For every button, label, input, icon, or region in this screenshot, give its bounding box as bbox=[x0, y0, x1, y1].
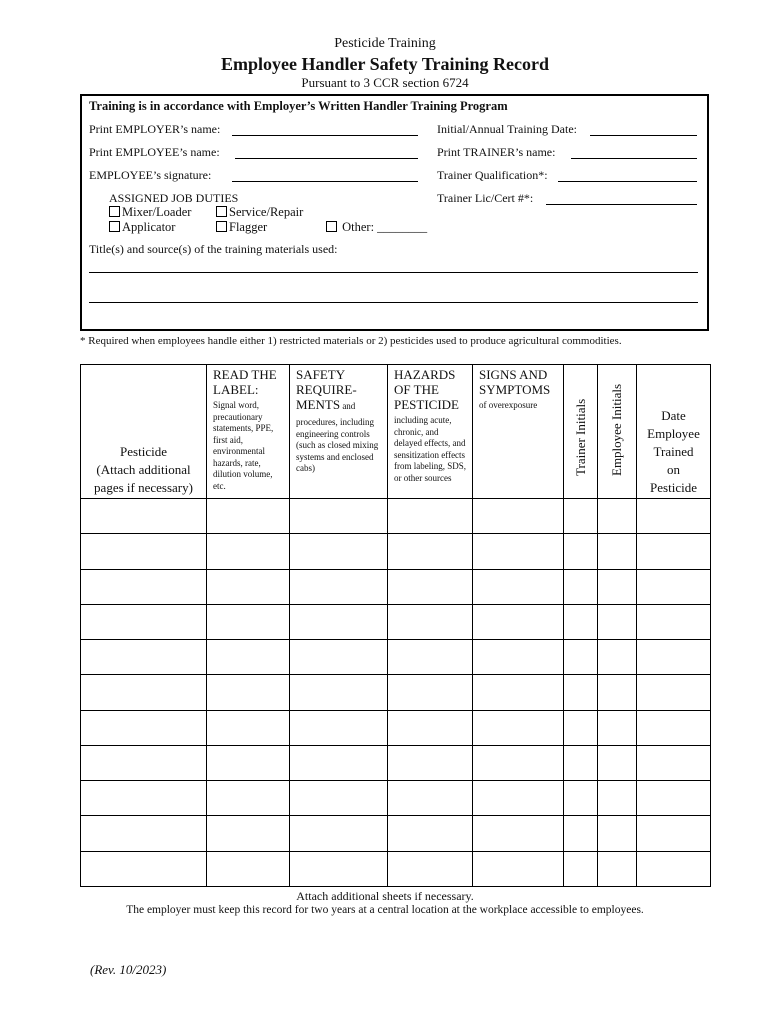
pesticide-cell[interactable] bbox=[81, 534, 207, 569]
hazards-cell[interactable] bbox=[388, 640, 473, 675]
trainer-initials-cell[interactable] bbox=[564, 851, 598, 886]
safety-cell[interactable] bbox=[290, 675, 388, 710]
table-row bbox=[81, 851, 711, 886]
duty-other[interactable]: Other: ________ bbox=[326, 220, 427, 235]
program-heading: Training is in accordance with Employer’s Written Handler Training Program bbox=[89, 99, 508, 113]
employee-initials-cell[interactable] bbox=[598, 851, 637, 886]
employee-initials-cell[interactable] bbox=[598, 569, 637, 604]
pesticide-cell[interactable] bbox=[81, 816, 207, 851]
duty-flagger[interactable]: Flagger bbox=[216, 220, 267, 235]
signs-symptoms-header: SIGNS AND SYMPTOMS of overexposure bbox=[473, 365, 564, 499]
date-trained-cell[interactable] bbox=[637, 604, 711, 639]
safety-cell[interactable] bbox=[290, 710, 388, 745]
trainer-initials-cell[interactable] bbox=[564, 569, 598, 604]
table-row bbox=[81, 499, 711, 534]
hazards-cell[interactable] bbox=[388, 781, 473, 816]
date-trained-cell[interactable] bbox=[637, 675, 711, 710]
training-record-table bbox=[80, 364, 710, 887]
trainer-qualification-label: Trainer Qualification*: bbox=[437, 168, 548, 182]
signs-cell[interactable] bbox=[473, 851, 564, 886]
table-row bbox=[81, 745, 711, 780]
job-duties-heading: ASSIGNED JOB DUTIES bbox=[109, 191, 239, 205]
other-checkbox[interactable] bbox=[326, 221, 337, 232]
employee-name-label: Print EMPLOYEE’s name: bbox=[89, 145, 220, 159]
table-row bbox=[81, 816, 711, 851]
employee-signature-label: EMPLOYEE’s signature: bbox=[89, 168, 212, 182]
materials-line-3[interactable] bbox=[89, 330, 698, 331]
read-label-cell[interactable] bbox=[207, 640, 290, 675]
page-title: Employee Handler Safety Training Record bbox=[221, 54, 549, 74]
materials-line-1[interactable] bbox=[89, 272, 698, 273]
hazards-cell[interactable] bbox=[388, 675, 473, 710]
safety-cell[interactable] bbox=[290, 640, 388, 675]
date-trained-cell[interactable] bbox=[637, 569, 711, 604]
employee-signature-field[interactable] bbox=[232, 181, 418, 182]
employer-name-label: Print EMPLOYER’s name: bbox=[89, 122, 221, 136]
table-row bbox=[81, 781, 711, 816]
signs-cell[interactable] bbox=[473, 781, 564, 816]
read-label-cell[interactable] bbox=[207, 604, 290, 639]
applicator-checkbox[interactable] bbox=[109, 221, 120, 232]
pesticide-cell[interactable] bbox=[81, 745, 207, 780]
signs-cell[interactable] bbox=[473, 745, 564, 780]
signs-cell[interactable] bbox=[473, 816, 564, 851]
table-row bbox=[81, 604, 711, 639]
hazards-cell[interactable] bbox=[388, 710, 473, 745]
trainer-initials-cell[interactable] bbox=[564, 745, 598, 780]
date-trained-cell[interactable] bbox=[637, 745, 711, 780]
safety-requirements-header: SAFETY REQUIRE- MENTS and procedures, including engineering controls (such as closed mixing systems and enclosed cabs) bbox=[290, 365, 388, 499]
date-trained-cell[interactable] bbox=[637, 851, 711, 886]
safety-cell[interactable] bbox=[290, 816, 388, 851]
employee-initials-cell[interactable] bbox=[598, 816, 637, 851]
mixer-loader-checkbox[interactable] bbox=[109, 206, 120, 217]
table-row bbox=[81, 710, 711, 745]
trainer-initials-cell[interactable] bbox=[564, 816, 598, 851]
regulation-citation: Pursuant to 3 CCR section 6724 bbox=[301, 75, 469, 90]
training-date-field[interactable] bbox=[590, 135, 697, 136]
signs-cell[interactable] bbox=[473, 710, 564, 745]
read-label-cell[interactable] bbox=[207, 781, 290, 816]
pesticide-cell[interactable] bbox=[81, 851, 207, 886]
pesticide-cell[interactable] bbox=[81, 710, 207, 745]
pesticide-cell[interactable] bbox=[81, 640, 207, 675]
signs-cell[interactable] bbox=[473, 640, 564, 675]
read-label-cell[interactable] bbox=[207, 710, 290, 745]
read-label-cell[interactable] bbox=[207, 745, 290, 780]
training-info-box bbox=[80, 94, 709, 331]
date-trained-cell[interactable] bbox=[637, 781, 711, 816]
signs-cell[interactable] bbox=[473, 499, 564, 534]
trainer-initials-cell[interactable] bbox=[564, 781, 598, 816]
signs-cell[interactable] bbox=[473, 675, 564, 710]
date-trained-cell[interactable] bbox=[637, 640, 711, 675]
table-row bbox=[81, 675, 711, 710]
trainer-initials-cell[interactable] bbox=[564, 604, 598, 639]
date-trained-cell[interactable] bbox=[637, 710, 711, 745]
hazards-cell[interactable] bbox=[388, 499, 473, 534]
employee-initials-cell[interactable] bbox=[598, 781, 637, 816]
form-subtitle: Pesticide Training bbox=[334, 36, 436, 51]
flagger-checkbox[interactable] bbox=[216, 221, 227, 232]
table-row bbox=[81, 640, 711, 675]
signs-cell[interactable] bbox=[473, 534, 564, 569]
safety-cell[interactable] bbox=[290, 781, 388, 816]
read-label-header: READ THE LABEL: Signal word, precautionary statements, PPE, first aid, environmental hazards, rate, dilution volume, etc. bbox=[207, 365, 290, 499]
hazards-header: HAZARDS OF THE PESTICIDE including acute, chronic, and delayed effects, and sensitization effects from labeling, SDS, or other sources bbox=[388, 365, 473, 499]
service-repair-checkbox[interactable] bbox=[216, 206, 227, 217]
employer-name-field[interactable] bbox=[232, 135, 418, 136]
date-trained-cell[interactable] bbox=[637, 816, 711, 851]
pesticide-header: Pesticide (Attach additional pages if necessary) bbox=[81, 365, 207, 499]
record-keeping-note: The employer must keep this record for two years at a central location at the workplace accessible to employees. bbox=[126, 904, 644, 916]
required-footnote: * Required when employees handle either 1) restricted materials or 2) pesticides used to produce agricultural commodities. bbox=[80, 335, 622, 347]
employee-initials-cell[interactable] bbox=[598, 745, 637, 780]
table-header-row bbox=[81, 365, 711, 499]
table-row bbox=[81, 534, 711, 569]
duty-mixer-loader[interactable]: Mixer/Loader bbox=[109, 205, 191, 220]
trainer-initials-header: Trainer Initials bbox=[564, 365, 598, 499]
trainer-initials-cell[interactable] bbox=[564, 640, 598, 675]
read-label-cell[interactable] bbox=[207, 534, 290, 569]
pesticide-cell[interactable] bbox=[81, 781, 207, 816]
training-date-label: Initial/Annual Training Date: bbox=[437, 122, 577, 136]
read-label-cell[interactable] bbox=[207, 499, 290, 534]
hazards-cell[interactable] bbox=[388, 534, 473, 569]
pesticide-cell[interactable] bbox=[81, 499, 207, 534]
trainer-initials-cell[interactable] bbox=[564, 534, 598, 569]
employee-initials-cell[interactable] bbox=[598, 710, 637, 745]
trainer-name-field[interactable] bbox=[571, 158, 697, 159]
safety-cell[interactable] bbox=[290, 745, 388, 780]
pesticide-cell[interactable] bbox=[81, 569, 207, 604]
safety-cell[interactable] bbox=[290, 851, 388, 886]
safety-cell[interactable] bbox=[290, 499, 388, 534]
employee-name-field[interactable] bbox=[235, 158, 418, 159]
employee-initials-cell[interactable] bbox=[598, 499, 637, 534]
trainer-initials-cell[interactable] bbox=[564, 675, 598, 710]
date-trained-header: Date Employee Trained on Pesticide bbox=[637, 365, 711, 499]
trainer-initials-cell[interactable] bbox=[564, 499, 598, 534]
hazards-cell[interactable] bbox=[388, 604, 473, 639]
employee-initials-cell[interactable] bbox=[598, 675, 637, 710]
pesticide-cell[interactable] bbox=[81, 604, 207, 639]
signs-cell[interactable] bbox=[473, 569, 564, 604]
materials-line-2[interactable] bbox=[89, 302, 698, 303]
date-trained-cell[interactable] bbox=[637, 534, 711, 569]
read-label-cell[interactable] bbox=[207, 675, 290, 710]
pesticide-cell[interactable] bbox=[81, 675, 207, 710]
hazards-cell[interactable] bbox=[388, 816, 473, 851]
trainer-initials-cell[interactable] bbox=[564, 710, 598, 745]
read-label-cell[interactable] bbox=[207, 569, 290, 604]
safety-cell[interactable] bbox=[290, 604, 388, 639]
read-label-cell[interactable] bbox=[207, 851, 290, 886]
trainer-qualification-field[interactable] bbox=[558, 181, 697, 182]
table-row bbox=[81, 569, 711, 604]
revision-label: (Rev. 10/2023) bbox=[90, 962, 167, 977]
materials-label: Title(s) and source(s) of the training materials used: bbox=[89, 242, 338, 256]
safety-cell[interactable] bbox=[290, 569, 388, 604]
hazards-cell[interactable] bbox=[388, 569, 473, 604]
trainer-lic-label: Trainer Lic/Cert #*: bbox=[437, 191, 534, 205]
duty-applicator[interactable]: Applicator bbox=[109, 220, 175, 235]
read-label-cell[interactable] bbox=[207, 816, 290, 851]
employee-initials-header: Employee Initials bbox=[598, 365, 637, 499]
date-trained-cell[interactable] bbox=[637, 499, 711, 534]
employee-initials-cell[interactable] bbox=[598, 640, 637, 675]
trainer-lic-field[interactable] bbox=[546, 204, 697, 205]
employee-initials-cell[interactable] bbox=[598, 604, 637, 639]
duty-service-repair[interactable]: Service/Repair bbox=[216, 205, 303, 220]
signs-cell[interactable] bbox=[473, 604, 564, 639]
employee-initials-cell[interactable] bbox=[598, 534, 637, 569]
hazards-cell[interactable] bbox=[388, 745, 473, 780]
attach-sheets-note: Attach additional sheets if necessary. bbox=[296, 889, 474, 903]
trainer-name-label: Print TRAINER’s name: bbox=[437, 145, 556, 159]
hazards-cell[interactable] bbox=[388, 851, 473, 886]
safety-cell[interactable] bbox=[290, 534, 388, 569]
